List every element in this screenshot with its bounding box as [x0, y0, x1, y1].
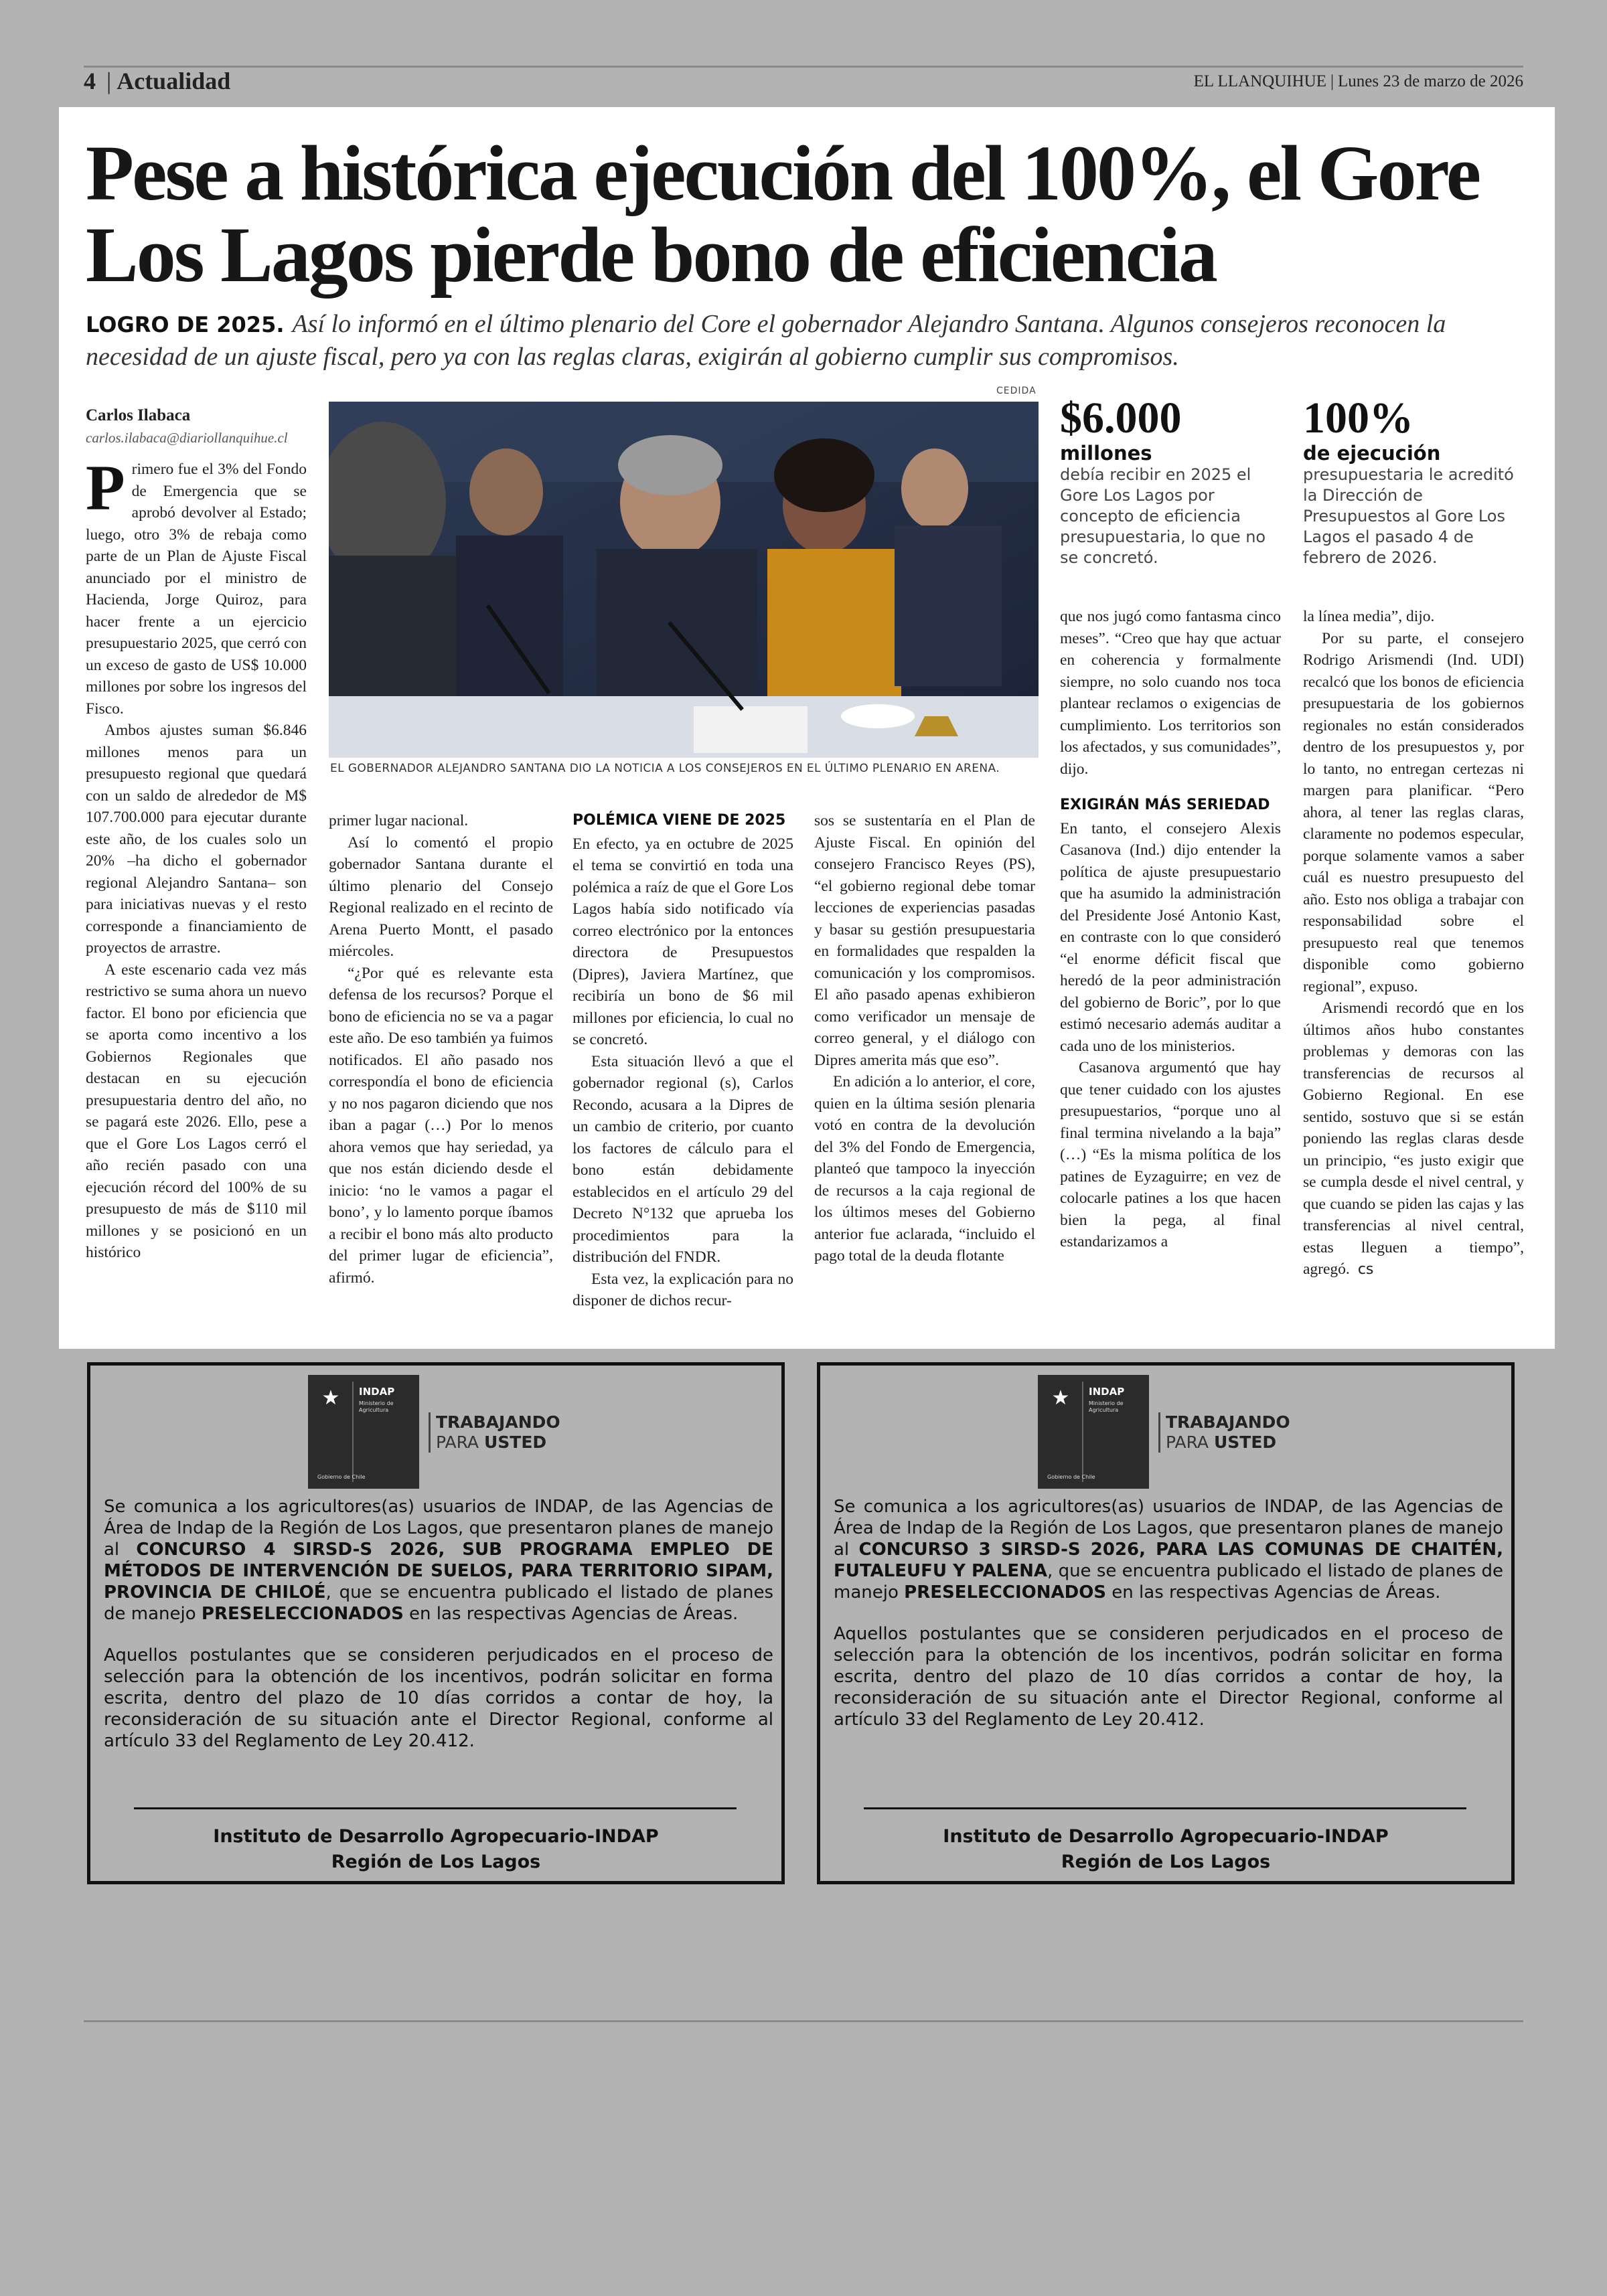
- article-column-2: [329, 810, 553, 1289]
- author-name: Carlos Ilabaca: [86, 406, 191, 424]
- slogan-line-1: TRABAJANDO: [1166, 1412, 1290, 1432]
- section-name[interactable]: Actualidad: [117, 68, 231, 94]
- stat-box-2: [1303, 395, 1524, 568]
- signature-rule: [864, 1807, 1466, 1809]
- author-email[interactable]: carlos.ilabaca@diariollanquihue.cl: [86, 430, 288, 446]
- logo-name: INDAP: [1089, 1386, 1125, 1398]
- photo-credit: CEDIDA: [996, 386, 1037, 396]
- logo-government: Gobierno de Chile: [317, 1474, 366, 1480]
- paragraph: En adición a lo anterior, el core, quien en la última sesión plenaria votó en contra de la devolución del 3% del Fondo de Emergencia, planteó que tampoco la inyección de recursos a la caja regional de los últimos meses del Gobierno anterior fue aclarada, “incluido el pago total de la deuda flotante: [814, 1073, 1035, 1264]
- logo-subtitle: Ministerio de Agricultura: [1089, 1400, 1124, 1413]
- paragraph: Esta situación llevó a que el gobernador regional (s), Carlos Recondo, acusara a la Dipres de un cambio de criterio, por cuanto los factores de cálculo para el bono están debidamente establecidos en el artículo 29 del Decreto N°132 que aprueba los procedimientos para la distribución del FNDR.: [572, 1052, 793, 1266]
- paragraph: Ambos ajustes suman $6.846 millones menos para un presupuesto regional que quedará con un saldo de alrededor de M$ 107.700.000 para ejecutar durante este año, de los cuales solo un 20% –ha dicho el gobernador regional Alejandro Santana– son para iniciativas nuevas y el resto corresponde a financiamiento de proyectos de arrastre.: [86, 722, 307, 957]
- slogan: [1158, 1412, 1290, 1453]
- article-column-5: [1060, 606, 1281, 1253]
- paragraph: la línea media”, dijo.: [1303, 608, 1435, 625]
- stat-value: 100%: [1303, 394, 1413, 442]
- paragraph: En tanto, el consejero Alexis Casanova (Ind.) dijo entender la política de ajuste presupuestario que ha asumido la administración del Presidente José Antonio Kast, en contraste con lo que consideró “el enorme déficit fiscal que heredó de la peor administración del gobierno de Boric”, por lo que estimó necesario además auditar a cada uno de los ministerios.: [1060, 819, 1281, 1055]
- logo-divider: [1082, 1382, 1083, 1482]
- government-shield-icon: ★: [1051, 1386, 1070, 1410]
- paragraph: Primero fue el 3% del Fondo de Emergencia que se aprobó devolver al Estado; luego, otro 3% de rebaja como parte de un Plan de Ajuste Fiscal anunciado por el ministro de Hacienda, Jorge Quiroz, para hacer frente a un ejercicio presupuestario 2025, que cerró con un exceso de gasto de US$ 10.000 millones por sobre los ingresos del Fisco.: [86, 452, 307, 718]
- signature: [820, 1824, 1511, 1875]
- notice-paragraph: Se comunica a los agricultores(as) usuarios de INDAP, de las Agencias de Área de Indap de la Región de Los Lagos, que presentaron planes de manejo al CONCURSO 4 SIRSD-S 2026, SUB PROGRAMA EMPLEO DE MÉTODOS DE INTERVENCIÓN DE SUELOS, PARA TERRITORIO SIPAM, PROVINCIA DE CHILOÉ, que se encuentra publicado el listado de planes de manejo PRESELECCIONADOS en las respectivas Agencias de Áreas.: [104, 1497, 774, 1624]
- government-shield-icon: ★: [321, 1386, 340, 1410]
- signature: [90, 1824, 781, 1875]
- slogan-line-2a: PARA: [436, 1432, 484, 1452]
- paragraph: A este escenario cada vez más restrictivo se suma ahora un nuevo factor. El bono por eficiencia que se aporta como incentivo a los Gobiernos Regionales que destacan en su ejecución presupuestaria dentro del año, no se pagará este 2026. Ello, pese a que el Gore Los Lagos cerró el año recién pasado con una ejecución récord del 100% de su presupuesto de más de $110 mil millones y se posicionó en un histórico: [86, 961, 307, 1261]
- stat-unit: millones: [1060, 442, 1152, 465]
- stat-unit: de ejecución: [1303, 442, 1441, 465]
- slogan-line-2b: USTED: [1214, 1432, 1277, 1452]
- slogan: [429, 1412, 560, 1453]
- kicker: LOGRO DE 2025.: [86, 312, 285, 337]
- paragraph: Arismendi recordó que en los últimos años hubo constantes problemas y demoras con las transferencias de recursos al Gobierno Regional. En ese sentido, sostuvo que si se están poniendo las reglas claras desde un principio, “es justo exigir que se cumpla desde el nivel central, y que cuando se piden las cajas y las transferencias al nivel central, estas lleguen a tiempo”, agregó. cs: [1303, 999, 1524, 1278]
- stat-box-1: [1060, 395, 1281, 568]
- top-rule: [84, 66, 1523, 68]
- page-number: 4: [84, 68, 96, 94]
- logo-government: Gobierno de Chile: [1047, 1474, 1095, 1480]
- deck-text: Así lo informó en el último plenario del Core el gobernador Alejandro Santana. Algunos consejeros reconocen la necesidad de un ajuste fiscal, pero ya con las reglas claras, exigirán al gobierno cumplir sus compromisos.: [86, 310, 1446, 371]
- signature-rule: [134, 1807, 737, 1809]
- newspaper-name: EL LLANQUIHUE: [1193, 72, 1326, 90]
- indap-notice-ad-1: [87, 1362, 785, 1884]
- paragraph: que nos jugó como fantasma cinco meses”. “Creo que hay que actuar en coherencia y formalmente siempre, no solo cuando nos toca plantear reclamos o exigencias de cumplimiento. Los territorios son los afectados, y sus comunidades”, dijo.: [1060, 608, 1281, 778]
- notice-text: [834, 1496, 1503, 1750]
- notice-paragraph: Aquellos postulantes que se consideren perjudicados en el proceso de selección para la obtención de los incentivos, podrán solicitar en forma escrita, dentro del plazo de 10 días corridos a contar de hoy, la reconsideración de su situación ante el Director Regional, conforme al artículo 33 del Reglamento de Ley 20.412.: [104, 1645, 773, 1751]
- signature-line-1: Instituto de Desarrollo Agropecuario-INDAP: [213, 1826, 659, 1847]
- signature-line-2: Región de Los Lagos: [331, 1852, 541, 1872]
- notice-paragraph: Aquellos postulantes que se consideren perjudicados en el proceso de selección para la obtención de los incentivos, podrán solicitar en forma escrita, dentro del plazo de 10 días corridos a contar de hoy, la reconsideración de su situación ante el Director Regional, conforme al artículo 33 del Reglamento de Ley 20.412.: [834, 1624, 1503, 1730]
- indap-notice-ad-2: [817, 1362, 1515, 1884]
- article-column-4: [814, 810, 1035, 1267]
- page-section-header: 4 | Actualidad: [84, 68, 231, 94]
- logo-divider: [352, 1382, 354, 1482]
- article-column-1: [86, 452, 307, 1264]
- paragraph: En efecto, ya en octubre de 2025 el tema se convirtió en toda una polémica a raíz de que el Gore Los Lagos había sido notificado vía correo electrónico por la entonces directora de Presupuestos (Dipres), Javiera Martínez, que recibiría un bono de $6 mil millones por eficiencia, lo cual no se concretó.: [572, 835, 793, 1048]
- signature-line-1: Instituto de Desarrollo Agropecuario-INDAP: [943, 1826, 1389, 1847]
- notice-text: [104, 1496, 773, 1772]
- slogan-line-1: TRABAJANDO: [436, 1412, 560, 1432]
- paragraph: primer lugar nacional.: [329, 812, 469, 829]
- subhead: POLÉMICA VIENE DE 2025: [572, 812, 786, 829]
- article-column-3: [572, 810, 793, 1312]
- indap-logo: [1038, 1375, 1149, 1489]
- slogan-line-2a: PARA: [1166, 1432, 1214, 1452]
- paragraph: Así lo comentó el propio gobernador Santana durante el último plenario del Consejo Regional realizado en el recinto de Arena Puerto Montt, el pasado miércoles.: [329, 833, 553, 960]
- end-mark: cs: [1357, 1261, 1374, 1278]
- issue-date: Lunes 23 de marzo de 2026: [1337, 72, 1523, 90]
- paragraph: sos se sustentaría en el Plan de Ajuste Fiscal. En opinión del consejero Francisco Reyes (PS), “el gobierno regional debe tomar lecciones de experiencias pasadas y basar su gestión presupuestaria en formalidades que respalden la comunicación y los compromisos. El año pasado apenas exhibieron como verificador un mensaje de correo general, y el diálogo con Dipres amerita más que eso”.: [814, 812, 1035, 1069]
- stat-value: $6.000: [1060, 394, 1182, 442]
- paragraph: “¿Por qué es relevante esta defensa de los recursos? Porque el bono de eficiencia no se va a pagar este año. De eso también ya fuimos notificados. El año pasado nos correspondía el bono de eficiencia y no nos pagaron diciendo que nos iban a pagar (…) Por lo menos ahora vemos que hay seriedad, ya que nos están diciendo desde el inicio: ‘no le vamos a pagar el bono’, y lo lamento porque íbamos a recibir el bono más alto producto del primer lugar de eficiencia”, afirmó.: [329, 964, 553, 1287]
- deck: [86, 308, 1519, 373]
- indap-logo: [308, 1375, 419, 1489]
- photo-caption: EL GOBERNADOR ALEJANDRO SANTANA DIO LA NOTICIA A LOS CONSEJEROS EN EL ÚLTIMO PLENARIO EN ARENA.: [330, 762, 1000, 775]
- article-column-6: [1303, 606, 1524, 1281]
- paragraph: Por su parte, el consejero Rodrigo Arismendi (Ind. UDI) recalcó que los bonos de eficiencia presupuestaria de los gobiernos regionales no están considerados dentro de los presupuestos y, por lo tanto, no entregan certezas ni margen para planificar. “Pero ahora, al tener las reglas claras, claramente no podemos especular, porque solamente vamos a saber cuál es nuestro presupuesto del año. Esto nos obliga a trabajar con responsabilidad sobre el presupuesto real que tenemos disponible como gobierno regional”, expuso.: [1303, 629, 1524, 995]
- drop-cap: P: [86, 452, 125, 523]
- article-photo: [329, 402, 1039, 758]
- notice-paragraph: Se comunica a los agricultores(as) usuarios de INDAP, de las Agencias de Área de Indap de la Región de Los Lagos, que presentaron planes de manejo al CONCURSO 3 SIRSD-S 2026, PARA LAS COMUNAS DE CHAITÉN, FUTALEUFU Y PALENA, que se encuentra publicado el listado de planes de manejo PRESELECCIONADOS en las respectivas Agencias de Áreas.: [834, 1497, 1504, 1603]
- newspaper-dateline: EL LLANQUIHUE | Lunes 23 de marzo de 2026: [1193, 72, 1523, 90]
- logo-subtitle: Ministerio de Agricultura: [359, 1400, 394, 1413]
- headline: Pese a histórica ejecución del 100%, el Gore Los Lagos pierde bono de eficiencia: [86, 129, 1480, 299]
- slogan-line-2b: USTED: [484, 1432, 547, 1452]
- bottom-rule: [84, 2020, 1523, 2022]
- signature-line-2: Región de Los Lagos: [1061, 1852, 1271, 1872]
- stat-description: presupuestaria le acreditó la Dirección de Presupuestos al Gore Los Lagos el pasado 4 de febrero de 2026.: [1303, 465, 1514, 567]
- logo-name: INDAP: [359, 1386, 395, 1398]
- paragraph: Casanova argumentó que hay que tener cuidado con los ajustes presupuestarios, “porque uno al final termina nivelando a la baja” (…) “Es la misma política de los patines de Eyzaguirre; en vez de colocarle patines a los que hacen bien la pega, al final estandarizamos a: [1060, 1059, 1281, 1250]
- paragraph: Esta vez, la explicación para no disponer de dichos recur-: [572, 1270, 793, 1309]
- article: [59, 107, 1555, 1349]
- subhead: EXIGIRÁN MÁS SERIEDAD: [1060, 797, 1270, 813]
- stat-description: debía recibir en 2025 el Gore Los Lagos por concepto de eficiencia presupuestaria, lo que no se concretó.: [1060, 465, 1266, 567]
